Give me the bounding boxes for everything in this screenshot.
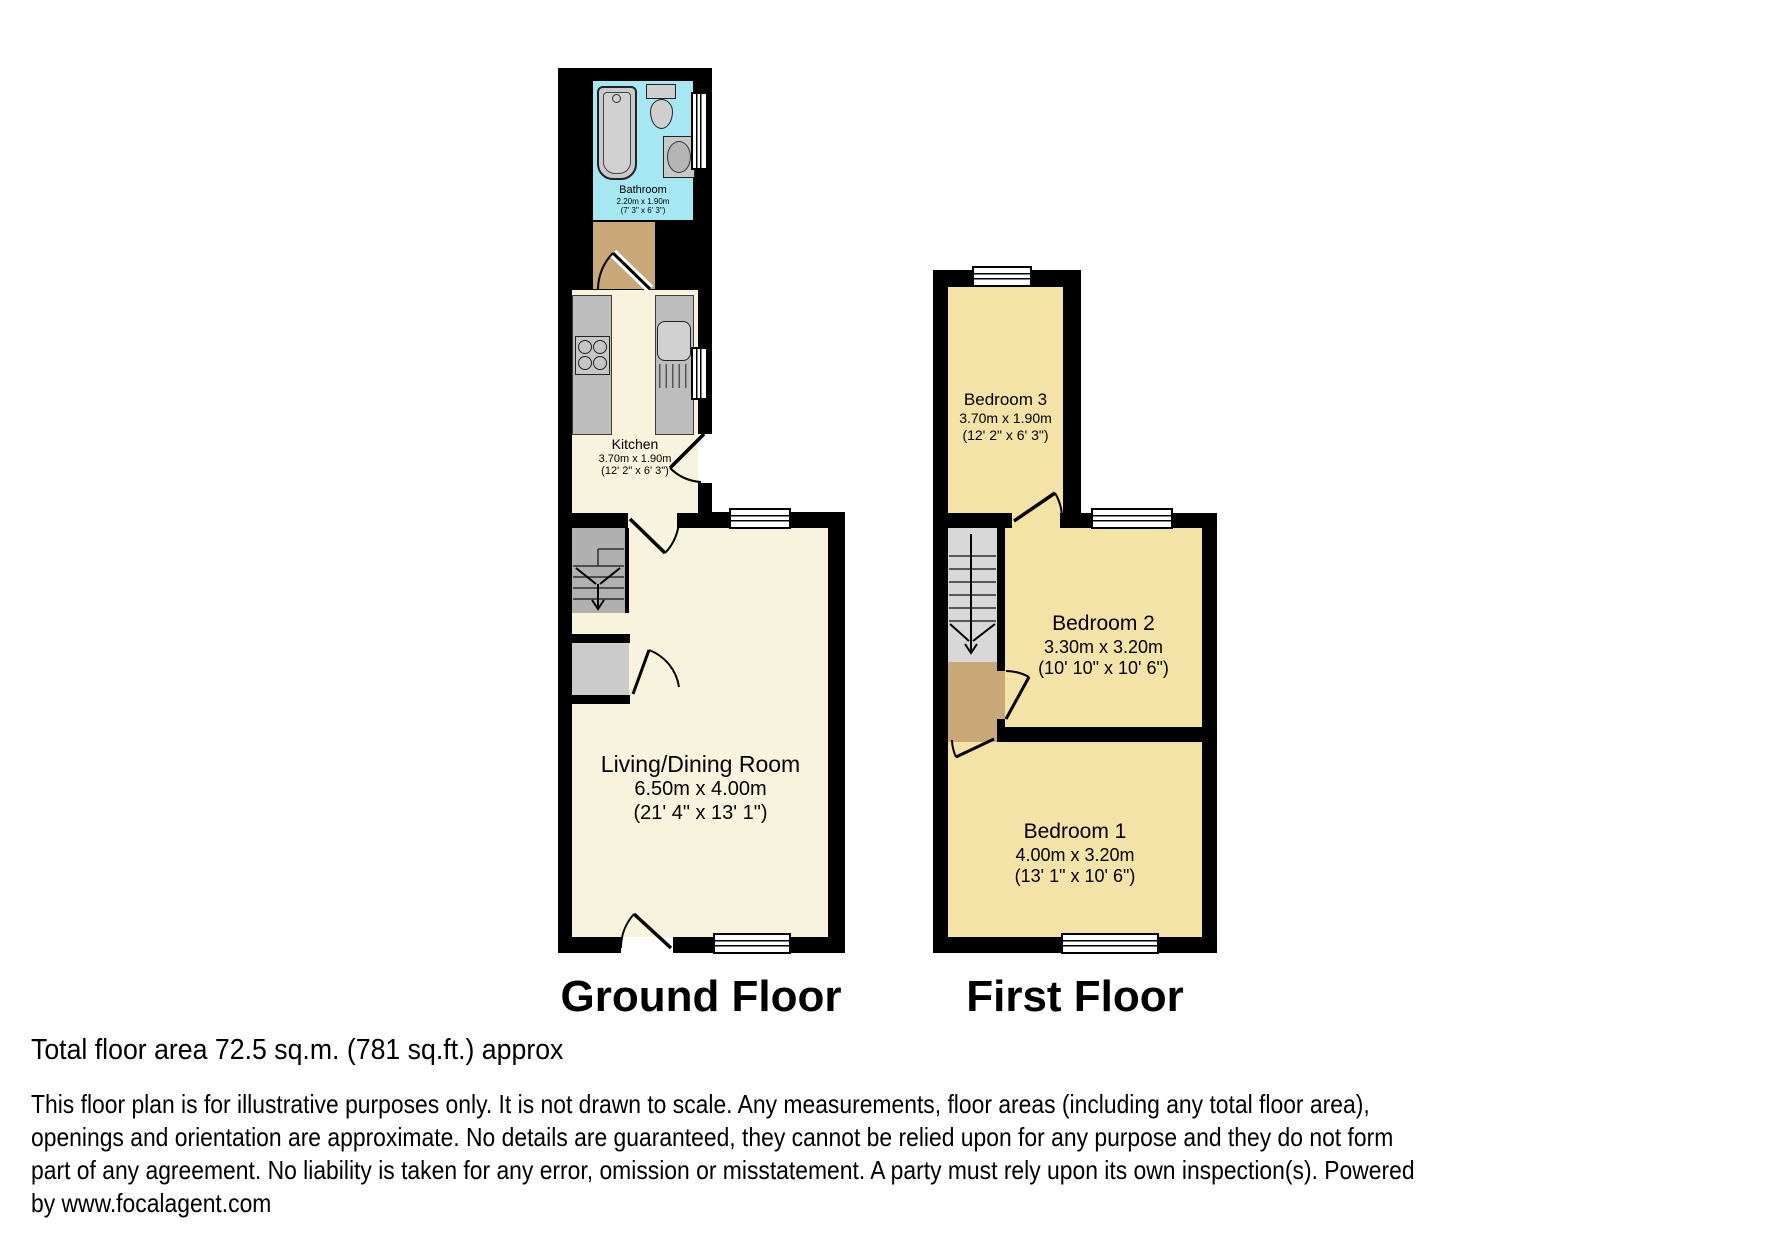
bedroom1-label [948,820,1202,887]
disclaimer-line: openings and orientation are approximate. No details are guaranteed, they cannot be relied upon for any purpose and they do not form [31,1122,1394,1152]
room-dims-imperial: (12' 2" x 6' 3") [601,465,669,478]
ground-floor-title: Ground Floor [560,972,842,1021]
room-dims-imperial: (21' 4" x 13' 1") [633,801,768,824]
room-name: Living/Dining Room [600,751,801,777]
disclaimer-line: part of any agreement. No liability is taken for any error, omission or misstatement. A party must rely upon its own inspection(s). Powered [31,1155,1415,1185]
room-dims-imperial: (13' 1" x 10' 6") [1014,866,1136,886]
back-door-opening [698,434,712,483]
room-dims-imperial: (12' 2" x 6' 3") [962,426,1049,443]
bedroom3-door-opening [1012,513,1060,528]
kitchen-sink-icon [657,321,691,361]
bedroom3-window [972,266,1032,287]
kitchen-label [572,436,698,478]
room-dims-metric: 4.00m x 3.20m [1015,844,1135,865]
understairs-wall-bottom [558,695,630,704]
first-stairs [948,528,997,662]
room-dims-metric: 3.30m x 3.20m [1043,636,1164,657]
disclaimer-line: This floor plan is for illustrative purposes only. It is not drawn to scale. Any measurements, floor areas (including any total floor area), [31,1089,1370,1119]
room-dims-metric: 3.70m x 1.90m [598,452,672,465]
first-landing-floor [948,662,997,742]
room-name: Bedroom 3 [963,390,1048,409]
front-door-opening [621,937,673,953]
understairs-wall-top [558,634,630,643]
living-bottom-window [713,933,791,954]
disclaimer-text [31,1088,1415,1220]
bathroom-label [593,184,693,216]
room-name: Bedroom 2 [1052,612,1155,635]
hallway-floor [593,222,655,289]
room-dims-metric: 6.50m x 4.00m [634,778,767,801]
first-floor-title: First Floor [966,972,1184,1021]
room-name: Kitchen [611,436,659,452]
disclaimer-line: by www.focalagent.com [31,1188,272,1218]
bedroom2-label [1005,612,1202,679]
bathtub-drain-icon [612,94,621,103]
room-name: Bathroom [619,184,667,196]
hob-icon [575,336,610,375]
kitchen-living-door-opening [628,512,677,528]
living-room-label [573,751,828,825]
total-floor-area-text: Total floor area 72.5 sq.m. (781 sq.ft.) approx [31,1034,564,1066]
ground-stairs [572,528,629,613]
bathtub-basin [603,92,631,174]
burner-icon [578,340,592,354]
burner-icon [593,340,607,354]
understairs-closet [572,643,629,695]
toilet-tank-icon [646,84,676,99]
living-top-window [729,508,791,529]
bathroom-window [691,92,708,170]
sink-drainer-icon [659,364,687,388]
bathtub-icon [597,86,637,180]
room-dims-metric: 3.70m x 1.90m [959,410,1052,427]
kitchen-window [691,347,708,400]
bedroom3-label [948,390,1063,443]
room-dims-imperial: (10' 10" x 10' 6") [1038,658,1169,678]
room-dims-imperial: (7' 3" x 6' 3") [620,206,666,216]
burner-icon [578,356,592,370]
room-name: Bedroom 1 [1023,820,1127,843]
bedroom2-window [1091,508,1173,529]
landing-bedroom2-door-opening [997,671,1005,719]
burner-icon [593,356,607,370]
room-dims-metric: 2.20m x 1.90m [616,196,670,206]
bedroom1-window [1061,933,1159,954]
washbasin-bowl [667,141,691,173]
